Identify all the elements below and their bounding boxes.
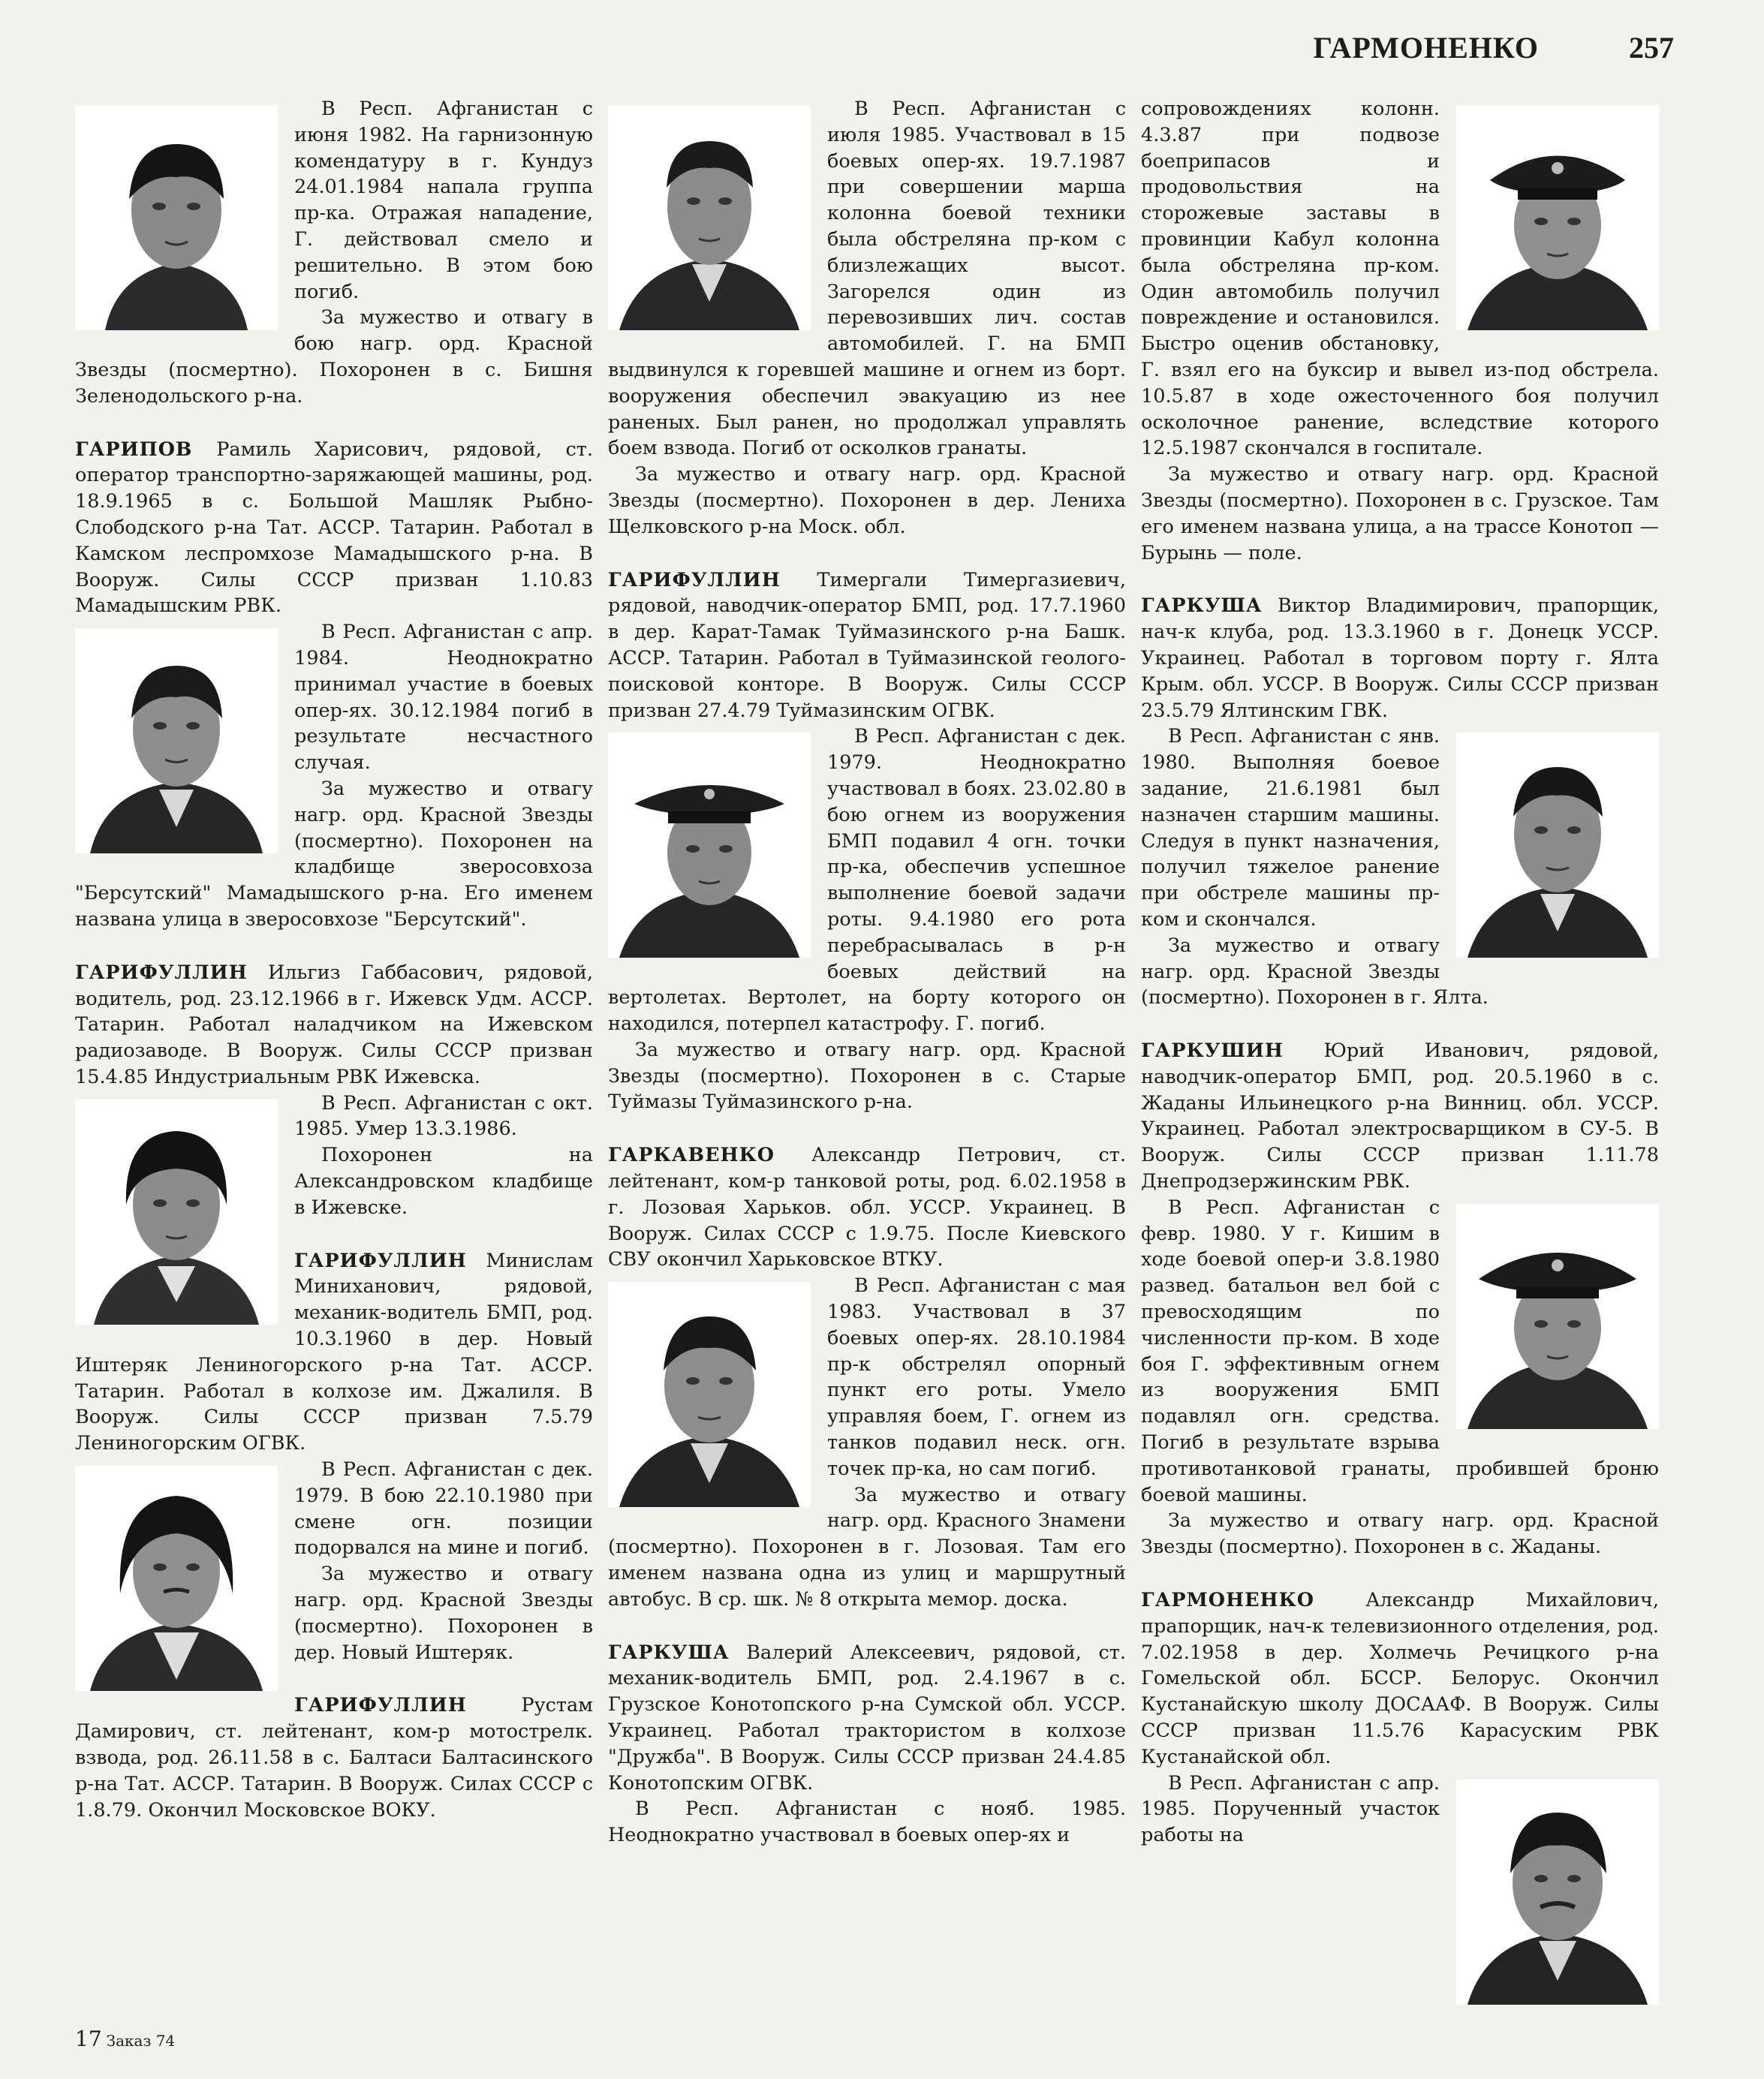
page-number: 257 [1629, 31, 1674, 65]
entry-lead-paragraph [1141, 1587, 1659, 1771]
entry-continuation [1141, 96, 1659, 566]
entry-lead: Александр Михайлович, прапорщик, нач-к телевизионного отделения, род. 7.02.1958 в дер. Холмечь Речицкого р-на Гомельской обл. БССР. Белорус. Окончил Кустанайскую школу ДОСААФ. В Вооруж. Силы СССР призван 11.5.76 Карасуским РВК Кустанайской обл. [1141, 1589, 1659, 1768]
entry-text: сопровождениях колонн. 4.3.87 при подвозе боеприпасов и продовольствия на сторожевые заставы в провинции Кабул колонна была обстреляна пр-ком. Один автомобиль получил повреждение и остановился. Быстро оценив обстановку, Г. взял его на буксир и вывел из-под обстрела. 10.5.87 в ходе ожесточенного боя получил осколочное ранение, вследствие которого 12.5.1987 скончался в госпитале. [1141, 98, 1659, 460]
entry-text: В Респ. Афганистан с июля 1985. Участвовал в 15 боевых опер-ях. 19.7.1987 при совершении марша колонна боевой техники была обстреляна пр-ком с близлежащих высот. Загорелся один из перевозивших лич. состав автомобилей. Г. на БМП выдвинулся к горевшей машине и огнем из борт. вооружения обеспечил эвакуацию из нее раненых. Был ранен, но продолжал управлять боем взвода. Погиб от осколков гранаты. [608, 98, 1126, 460]
portrait-icon [75, 628, 278, 853]
portrait-icon [1456, 105, 1659, 330]
entry-text: В Респ. Афганистан с нояб. 1985. Неоднократно участвовал в боевых опер-ях и [608, 1798, 1126, 1847]
sheet-number: 17 [75, 2026, 102, 2051]
entry-lead: Виктор Владимирович, прапорщик, нач-к клуба, род. 13.3.1960 в г. Донецк УССР. Украинец. Работал в торговом порту г. Ялта Крым. обл. УССР. В Вооруж. Силы СССР призван 23.5.79 Ялтинским ГВК. [1141, 594, 1659, 722]
biography-entry [1141, 1587, 1659, 1849]
entry-text: За мужество и отвагу нагр. орд. Красной Звезды (посмертно). Похоронен в дер. Новый Иштеряк. [294, 1563, 593, 1664]
entry-lead-paragraph [1141, 593, 1659, 724]
portrait-icon [1456, 1780, 1659, 2005]
entry-text: В Респ. Афганистан с апр. 1984. Неоднократно принимал участие в боевых опер-ях. 30.12.1984 погиб в результате несчастного случая. [294, 621, 593, 775]
entry-surname: ГАРКУШИН [1141, 1040, 1284, 1063]
portrait-photo [1456, 733, 1659, 958]
entry-lead-paragraph [608, 567, 1126, 724]
entry-lead-paragraph [75, 1692, 593, 1823]
biography-entry [608, 1640, 1126, 1849]
entry-text: За мужество и отвагу нагр. орд. Красной Звезды (посмертно). Похоронен в с. Грузское. Там его именем названа улица, а на трассе Конотоп — Бурынь — поле. [1141, 463, 1659, 564]
entry-lead: Минислам Миниханович, рядовой, механик-водитель БМП, род. 10.3.1960 в дер. Новый Иштеряк Лениногорского р-на Тат. АССР. Татарин. Работал в колхозе им. Джалиля. В Вооруж. Силы СССР призван 7.5.79 Лениногорским ОГВК. [75, 1249, 593, 1455]
portrait-icon [1456, 733, 1659, 958]
entry-lead-paragraph [75, 437, 593, 620]
entry-lead-paragraph [1141, 1038, 1659, 1195]
portrait-icon [608, 105, 811, 330]
portrait-icon [608, 1282, 811, 1507]
entry-text: В Респ. Афганистан с февр. 1980. У г. Кишим в ходе боевой опер-и 3.8.1980 развед. батальон вел бой с превосходящим по численности пр-ком. В ходе боя Г. эффективным огнем из вооружения БМП подавлял огн. средства. Погиб в результате взрыва противотанковой гранаты, пробившей броню боевой машины. [1141, 1196, 1659, 1506]
entry-text: За мужество и отвагу нагр. орд. Красного Знамени (посмертно). Похоронен в г. Лозовая. Там его именем названа одна из улиц и маршрутный автобус. В ср. шк. № 8 открыта мемор. доска. [608, 1483, 1126, 1611]
running-head: ГАРМОНЕНКО [1313, 31, 1539, 65]
entry-surname: ГАРМОНЕНКО [1141, 1589, 1315, 1612]
entry-text: В Респ. Афганистан с дек. 1979. В бою 22.10.1980 при смене огн. позиции подорвался на мине и погиб. [294, 1458, 593, 1560]
entry-surname: ГАРИПОВ [75, 438, 193, 461]
column-1 [75, 96, 593, 1823]
entry-surname: ГАРИФУЛЛИН [75, 961, 248, 984]
portrait-photo [75, 105, 278, 330]
portrait-icon [75, 1466, 278, 1691]
portrait-photo [608, 733, 811, 958]
portrait-icon [75, 1100, 278, 1325]
portrait-photo [1456, 1204, 1659, 1429]
entry-text: В Респ. Афганистан с янв. 1980. Выполняя боевое задание, 21.6.1981 был назначен старшим машины. Следуя в пункт назначения, получил тяжелое ранение при обстреле машины пр-ком и скончался. [1141, 725, 1440, 931]
portrait-photo [608, 1282, 811, 1507]
column-2 [608, 96, 1126, 1849]
entry-lead-paragraph [608, 1142, 1126, 1273]
column-3 [1141, 96, 1659, 2012]
entry-text: За мужество и отвагу нагр. орд. Красной Звезды (посмертно). Похоронен в г. Ялта. [1141, 934, 1489, 1009]
entry-surname: ГАРИФУЛЛИН [294, 1249, 467, 1272]
entry-text: В Респ. Афганистан с мая 1983. Участвовал в 37 боевых опер-ях. 28.10.1984 пр-к обстрелял опорный пункт его роты. Умело управляя боем, Г. огнем из танков подавил неск. огн. точек пр-ка, но сам погиб. [827, 1274, 1126, 1480]
biography-entry [608, 1142, 1126, 1612]
entry-surname: ГАРКУША [1141, 594, 1263, 618]
entry-lead: Рустам Дамирович, ст. лейтенант, ком-р мотострелк. взвода, род. 26.11.58 в с. Балтаси Балтасинского р-на Тат. АССР. Татарин. В Вооруж. Силах СССР с 1.8.79. Окончил Московское ВОКУ. [75, 1694, 593, 1822]
portrait-photo [1456, 105, 1659, 330]
entry-text: В Респ. Афганистан с дек. 1979. Неоднократно участвовал в боях. 23.02.80 в бою огнем из вооружения БМП подавил 4 огн. точки пр-ка, обеспечив успешное выполнение боевой задачи роты. 9.4.1980 его рота перебрасывалась в р-н боевых действий на вертолетах. Вертолет, на борту которого он находился, потерпел катастрофу. Г. погиб. [608, 725, 1126, 1036]
entry-text: За мужество и отвагу нагр. орд. Красной Звезды (посмертно). Похоронен на кладбище зверосовхоза "Берсутский" Мамадышского р-на. Его именем названа улица в зверосовхозе "Берсутский". [75, 777, 593, 931]
entry-lead-paragraph [608, 1640, 1126, 1797]
entry-text: Похоронен на Александровском кладбище в Ижевске. [294, 1144, 593, 1219]
entry-text: В Респ. Афганистан с апр. 1985. Порученный участок работы на [1141, 1771, 1440, 1847]
entry-text: За мужество и отвагу нагр. орд. Красной Звезды (посмертно). Похоронен в с. Жаданы. [1141, 1509, 1659, 1559]
entry-continuation [608, 96, 1126, 540]
portrait-icon [75, 105, 278, 330]
entry-lead-paragraph [75, 960, 593, 1091]
entry-text: За мужество и отвагу нагр. орд. Красной Звезды (посмертно). Похоронен в с. Старые Туймазы Туймазинского р-на. [608, 1038, 1126, 1114]
entry-lead: Тимергали Тимергазиевич, рядовой, наводчик-оператор БМП, род. 17.7.1960 в дер. Карат-Тамак Туймазинского р-на Башк. АССР. Татарин. Работал в Туймазинской геолого-поисковой конторе. В Вооруж. Силы СССР призван 27.4.79 Туймазинским ОГВК. [608, 568, 1126, 722]
entry-text: За мужество и отвагу нагр. орд. Красной Звезды (посмертно). Похоронен в дер. Лениха Щелковского р-на Моск. обл. [608, 463, 1126, 538]
biography-entry [75, 960, 593, 1221]
portrait-photo [75, 1466, 278, 1691]
portrait-icon [608, 733, 811, 958]
biography-entry [1141, 1038, 1659, 1560]
entry-continuation [75, 96, 593, 410]
biography-entry [75, 437, 593, 933]
entry-surname: ГАРИФУЛЛИН [608, 568, 781, 591]
entry-lead: Валерий Алексеевич, рядовой, ст. механик-водитель БМП, род. 2.4.1967 в с. Грузское Конотопского р-на Сумской обл. УССР. Украинец. Работал трактористом в колхозе "Дружба". В Вооруж. Силы СССР призван 24.4.85 Конотопским ОГВК. [608, 1641, 1127, 1795]
portrait-photo [1456, 1780, 1659, 2005]
portrait-photo [75, 628, 278, 853]
entry-surname: ГАРКАВЕНКО [608, 1144, 775, 1167]
entry-surname: ГАРИФУЛЛИН [294, 1694, 467, 1717]
entry-text: За мужество и отвагу в бою нагр. орд. Красной Звезды (посмертно). Похоронен в с. Бишня Зеленодольского р-на. [75, 306, 593, 408]
biography-entry [1141, 593, 1659, 1011]
entry-text: В Респ. Афганистан с июня 1982. На гарнизонную комендатуру в г. Кундуз 24.01.1984 напала группа пр-ка. Отражая нападение, Г. действовал смело и решительно. В этом бою погиб. [294, 98, 593, 303]
entry-lead: Юрий Иванович, рядовой, наводчик-оператор БМП, род. 20.5.1960 в с. Жаданы Ильинецкого р-на Винниц. обл. УССР. Украинец. Работал электросварщиком в СУ-5. В Вооруж. Силы СССР призван 1.11.78 Днепродзержинским РВК. [1141, 1040, 1659, 1193]
entry-lead: Ильгиз Габбасович, рядовой, водитель, род. 23.12.1966 в г. Ижевск Удм. АССР. Татарин. Работал наладчиком на Ижевском радиозаводе. В Вооруж. Силы СССР призван 15.4.85 Индустриальным РВК Ижевска. [75, 961, 593, 1088]
biography-entry [75, 1692, 593, 1823]
biography-entry [608, 567, 1126, 1116]
entry-lead: Александр Петрович, ст. лейтенант, ком-р танковой роты, род. 6.02.1958 в г. Лозовая Харьков. обл. УССР. Украинец. В Вооруж. Силах СССР с 1.9.75. После Киевского СВУ окончил Харьковское ВТКУ. [608, 1144, 1127, 1271]
portrait-icon [1456, 1204, 1659, 1429]
entry-surname: ГАРКУША [608, 1641, 730, 1664]
entry-lead: Рамиль Харисович, рядовой, ст. оператор транспортно-заряжающей машины, род. 18.9.1965 в с. Большой Машляк Рыбно-Слободского р-на Тат. АССР. Татарин. Работал в Камском леспромхозе Мамадышского р-на. В Вооруж. Силы СССР призван 1.10.83 Мамадышским РВК. [75, 438, 593, 618]
page-footer [75, 2026, 175, 2051]
entry-text: В Респ. Афганистан с окт. 1985. Умер 13.3.1986. [294, 1091, 593, 1141]
portrait-photo [608, 105, 811, 330]
portrait-photo [75, 1100, 278, 1325]
print-order: Заказ 74 [106, 2032, 176, 2050]
